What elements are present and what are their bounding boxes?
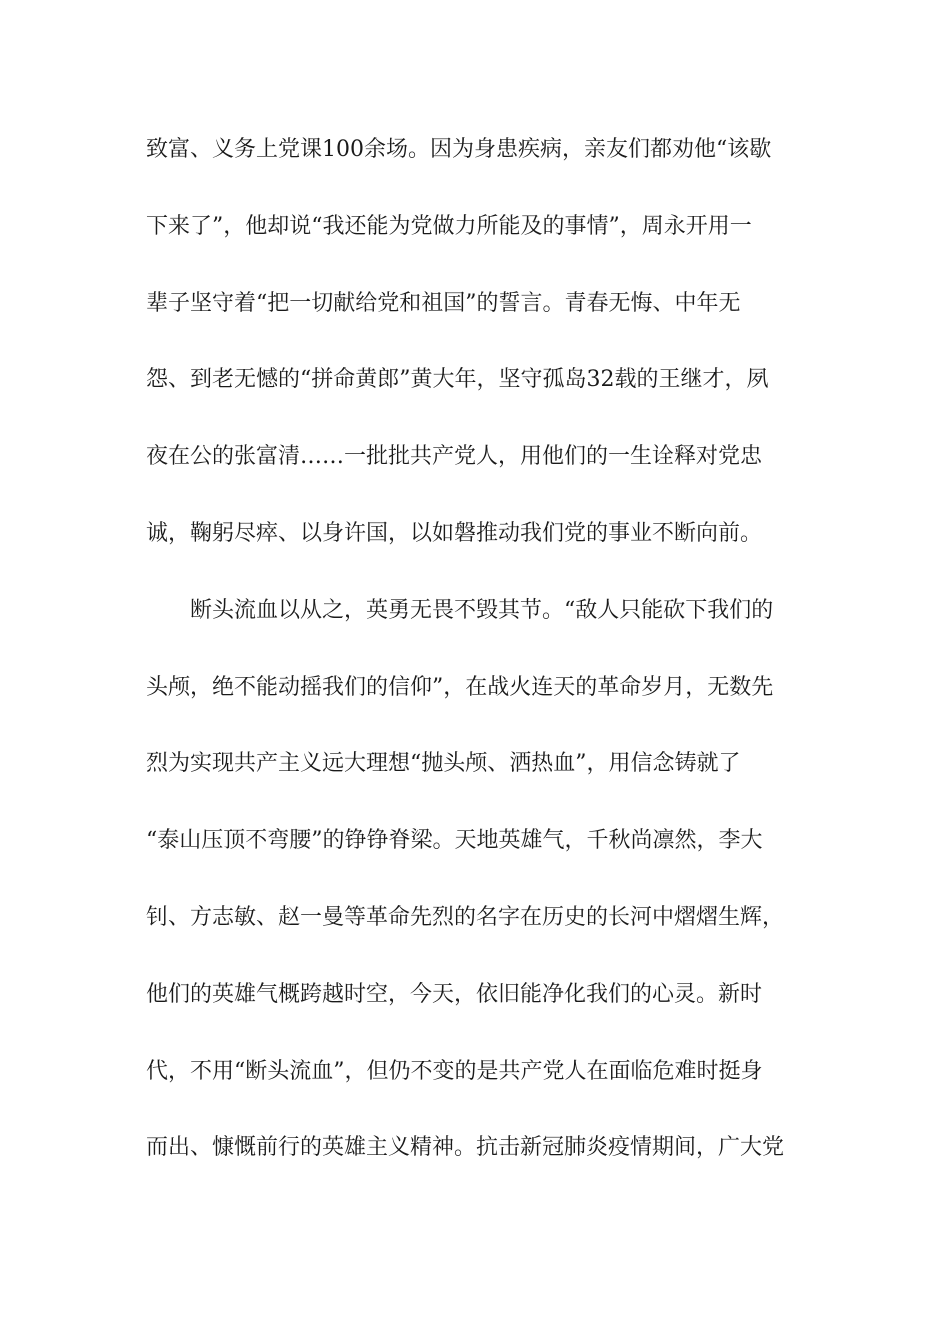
text-line: 夜在公的张富清……一批批共产党人，用他们的一生诠释对党忠 xyxy=(146,444,763,470)
text-line: 他们的英雄气概跨越时空，今天，依旧能净化我们的心灵。新时 xyxy=(146,981,763,1007)
body-text xyxy=(146,128,806,1203)
text-line: 头颅，绝不能动摇我们的信仰”，在战火连天的革命岁月，无数先 xyxy=(146,674,774,700)
text-line: 代，不用“断头流血”，但仍不变的是共产党人在面临危难时挺身 xyxy=(146,1058,763,1084)
text-line: 烈为实现共产主义远大理想“抛头颅、洒热血”，用信念铸就了 xyxy=(146,751,741,777)
text-line: 辈子坚守着“把一切献给党和祖国”的誓言。青春无悔、中年无 xyxy=(146,290,741,316)
text-line: 怨、到老无憾的“拼命黄郎”黄大年，坚守孤岛32载的王继才，夙 xyxy=(146,367,769,393)
paragraph-start-line: 断头流血以从之，英勇无畏不毁其节。“敌人只能砍下我们的 xyxy=(146,597,774,623)
text-line: 诚，鞠躬尽瘁、以身许国，以如磐推动我们党的事业不断向前。 xyxy=(146,520,763,546)
text-line: 致富、义务上党课100余场。因为身患疾病，亲友们都劝他“该歇 xyxy=(146,137,772,162)
text-line: 而出、慷慨前行的英雄主义精神。抗击新冠肺炎疫情期间，广大党 xyxy=(146,1135,785,1161)
text-line: “泰山压顶不弯腰”的铮铮脊梁。天地英雄气，千秋尚凛然，李大 xyxy=(146,828,763,854)
text-line: 钊、方志敏、赵一曼等革命先烈的名字在历史的长河中熠熠生辉， xyxy=(146,904,785,930)
text-line: 下来了”，他却说“我还能为党做力所能及的事情”，周永开用一 xyxy=(146,213,752,239)
